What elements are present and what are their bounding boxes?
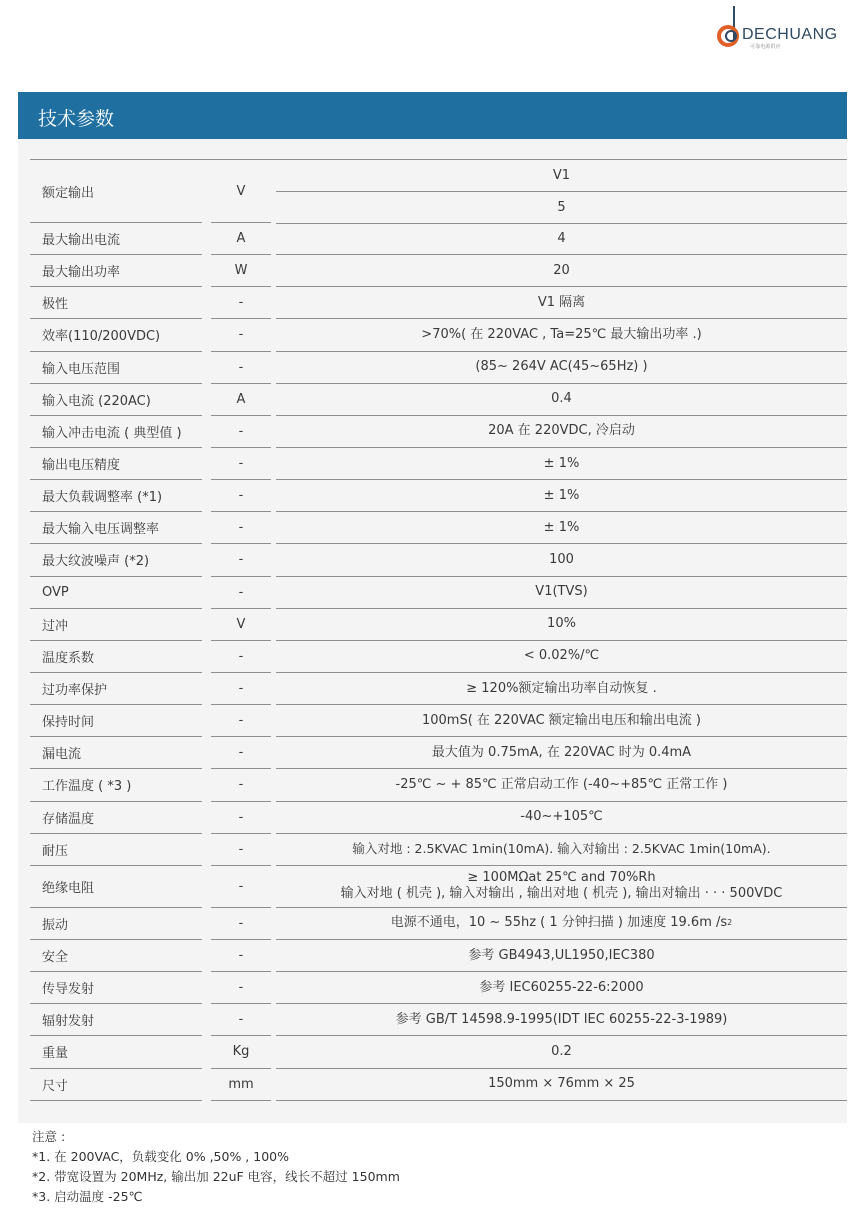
table-row <box>30 641 847 673</box>
param-value: V1 隔离 <box>276 287 847 319</box>
table-row <box>30 255 847 287</box>
param-unit: - <box>211 448 271 480</box>
table-row <box>30 352 847 384</box>
param-unit: A <box>211 384 271 416</box>
param-name: 温度系数 <box>30 641 202 673</box>
param-value <box>276 866 847 908</box>
param-name: 漏电流 <box>30 737 202 769</box>
table-row <box>30 416 847 448</box>
param-value: 20A 在 220VDC, 冷启动 <box>276 416 847 448</box>
table-row <box>30 737 847 769</box>
param-name: 输入电流 (220AC) <box>30 384 202 416</box>
param-name: OVP <box>30 577 202 609</box>
param-value <box>276 908 847 940</box>
param-unit: - <box>211 1004 271 1036</box>
table-row <box>30 705 847 737</box>
param-unit: mm <box>211 1069 271 1101</box>
param-name: 重量 <box>30 1036 202 1068</box>
param-name: 额定输出 <box>30 160 202 223</box>
section-header <box>18 92 847 139</box>
param-name: 过冲 <box>30 609 202 641</box>
param-value: (85~ 264V AC(45~65Hz) ) <box>276 352 847 384</box>
param-name: 保持时间 <box>30 705 202 737</box>
param-value: >70%( 在 220VAC , Ta=25℃ 最大输出功率 .) <box>276 319 847 351</box>
param-name: 最大纹波噪声 (*2) <box>30 544 202 576</box>
param-unit: - <box>211 416 271 448</box>
param-unit: - <box>211 737 271 769</box>
param-name: 辐射发射 <box>30 1004 202 1036</box>
table-row <box>30 544 847 576</box>
param-value: 10% <box>276 609 847 641</box>
table-row <box>30 972 847 1004</box>
param-value: 20 <box>276 255 847 287</box>
param-value: 参考 GB/T 14598.9-1995(IDT IEC 60255-22-3-1989) <box>276 1004 847 1036</box>
param-unit: - <box>211 908 271 940</box>
param-value: 100 <box>276 544 847 576</box>
param-name: 绝缘电阻 <box>30 866 202 908</box>
param-name: 工作温度 ( *3 ) <box>30 769 202 801</box>
table-row <box>30 448 847 480</box>
param-name: 最大输入电压调整率 <box>30 512 202 544</box>
note-item: *2. 带宽设置为 20MHz, 输出加 22uF 电容，线长不超过 150mm <box>32 1169 400 1184</box>
table-row <box>30 287 847 319</box>
param-name: 输出电压精度 <box>30 448 202 480</box>
param-value: 5 <box>276 192 847 224</box>
table-row <box>30 577 847 609</box>
param-value: ± 1% <box>276 480 847 512</box>
param-name: 效率(110/200VDC) <box>30 319 202 351</box>
param-unit: - <box>211 319 271 351</box>
table-row <box>30 802 847 834</box>
table-row <box>30 673 847 705</box>
param-name: 尺寸 <box>30 1069 202 1101</box>
param-value: < 0.02%/℃ <box>276 641 847 673</box>
param-unit: - <box>211 802 271 834</box>
param-unit: - <box>211 544 271 576</box>
param-value: -40~+105℃ <box>276 802 847 834</box>
param-unit: V <box>211 160 271 223</box>
param-value: 150mm × 76mm × 25 <box>276 1069 847 1101</box>
param-value: 参考 GB4943,UL1950,IEC380 <box>276 940 847 972</box>
table-row <box>30 769 847 801</box>
param-value: 4 <box>276 223 847 255</box>
param-name: 最大输出电流 <box>30 223 202 255</box>
param-name: 输入电压范围 <box>30 352 202 384</box>
param-unit: Kg <box>211 1036 271 1068</box>
note-item: *3. 启动温度 -25℃ <box>32 1189 143 1204</box>
spec-panel <box>18 139 847 1123</box>
param-unit: - <box>211 352 271 384</box>
param-value: 参考 IEC60255-22-6:2000 <box>276 972 847 1004</box>
param-name: 存储温度 <box>30 802 202 834</box>
param-value: 0.4 <box>276 384 847 416</box>
table-row-rated-output <box>30 159 847 223</box>
table-row <box>30 1069 847 1101</box>
param-unit: - <box>211 287 271 319</box>
param-value: ± 1% <box>276 512 847 544</box>
dechuang-logo <box>710 4 850 50</box>
notes-section <box>32 1127 400 1207</box>
param-value: 最大值为 0.75mA, 在 220VAC 时为 0.4mA <box>276 737 847 769</box>
table-row-vibration <box>30 908 847 940</box>
section-title: 技术参数 <box>38 108 115 130</box>
param-channel: V1 <box>276 160 847 192</box>
param-unit: - <box>211 512 271 544</box>
param-unit: - <box>211 769 271 801</box>
note-item: *1. 在 200VAC，负载变化 0% ,50% , 100% <box>32 1149 289 1164</box>
param-value: ≥ 120%额定输出功率自动恢复 . <box>276 673 847 705</box>
table-row <box>30 223 847 255</box>
table-row <box>30 1004 847 1036</box>
param-unit: - <box>211 641 271 673</box>
param-unit: - <box>211 705 271 737</box>
param-unit: - <box>211 834 271 866</box>
param-unit: A <box>211 223 271 255</box>
table-row <box>30 1036 847 1068</box>
insulation-line-2: 输入对地 ( 机壳 ), 输入对输出 , 输出对地 ( 机壳 ), 输出对输出 · · · 500VDC <box>340 886 783 902</box>
param-unit: - <box>211 673 271 705</box>
table-row <box>30 609 847 641</box>
param-name: 安全 <box>30 940 202 972</box>
param-value: -25℃ ~ + 85℃ 正常启动工作 (-40~+85℃ 正常工作 ) <box>276 769 847 801</box>
param-unit: - <box>211 480 271 512</box>
table-row <box>30 480 847 512</box>
insulation-line-1: ≥ 100MΩat 25℃ and 70%Rh <box>467 870 656 886</box>
logo-tagline: 可靠电源供应 <box>750 43 781 50</box>
table-row <box>30 384 847 416</box>
param-unit: - <box>211 972 271 1004</box>
table-row <box>30 940 847 972</box>
param-name: 最大输出功率 <box>30 255 202 287</box>
param-value: V1(TVS) <box>276 577 847 609</box>
param-name: 传导发射 <box>30 972 202 1004</box>
param-value: ± 1% <box>276 448 847 480</box>
table-row-insulation <box>30 866 847 908</box>
table-row <box>30 834 847 866</box>
param-name: 极性 <box>30 287 202 319</box>
vibration-text: 电源不通电，10 ~ 55hz ( 1 分钟扫描 ) 加速度 19.6m /s <box>390 915 728 931</box>
param-name: 最大负载调整率 (*1) <box>30 480 202 512</box>
param-name: 振动 <box>30 908 202 940</box>
param-unit: W <box>211 255 271 287</box>
vibration-superscript: 2 <box>727 918 733 928</box>
logo-brand: DECHUANG <box>742 26 838 43</box>
param-value: 输入对地 : 2.5KVAC 1min(10mA). 输入对输出 : 2.5KVAC 1min(10mA). <box>276 834 847 866</box>
spec-table <box>30 159 847 1101</box>
param-name: 过功率保护 <box>30 673 202 705</box>
notes-heading: 注意 : <box>32 1129 66 1144</box>
param-name: 输入冲击电流 ( 典型值 ) <box>30 416 202 448</box>
param-value: 100mS( 在 220VAC 额定输出电压和输出电流 ) <box>276 705 847 737</box>
param-unit: - <box>211 577 271 609</box>
param-unit: - <box>211 866 271 908</box>
param-value: 0.2 <box>276 1036 847 1068</box>
param-unit: - <box>211 940 271 972</box>
table-row <box>30 512 847 544</box>
table-row <box>30 319 847 351</box>
param-name: 耐压 <box>30 834 202 866</box>
param-unit: V <box>211 609 271 641</box>
